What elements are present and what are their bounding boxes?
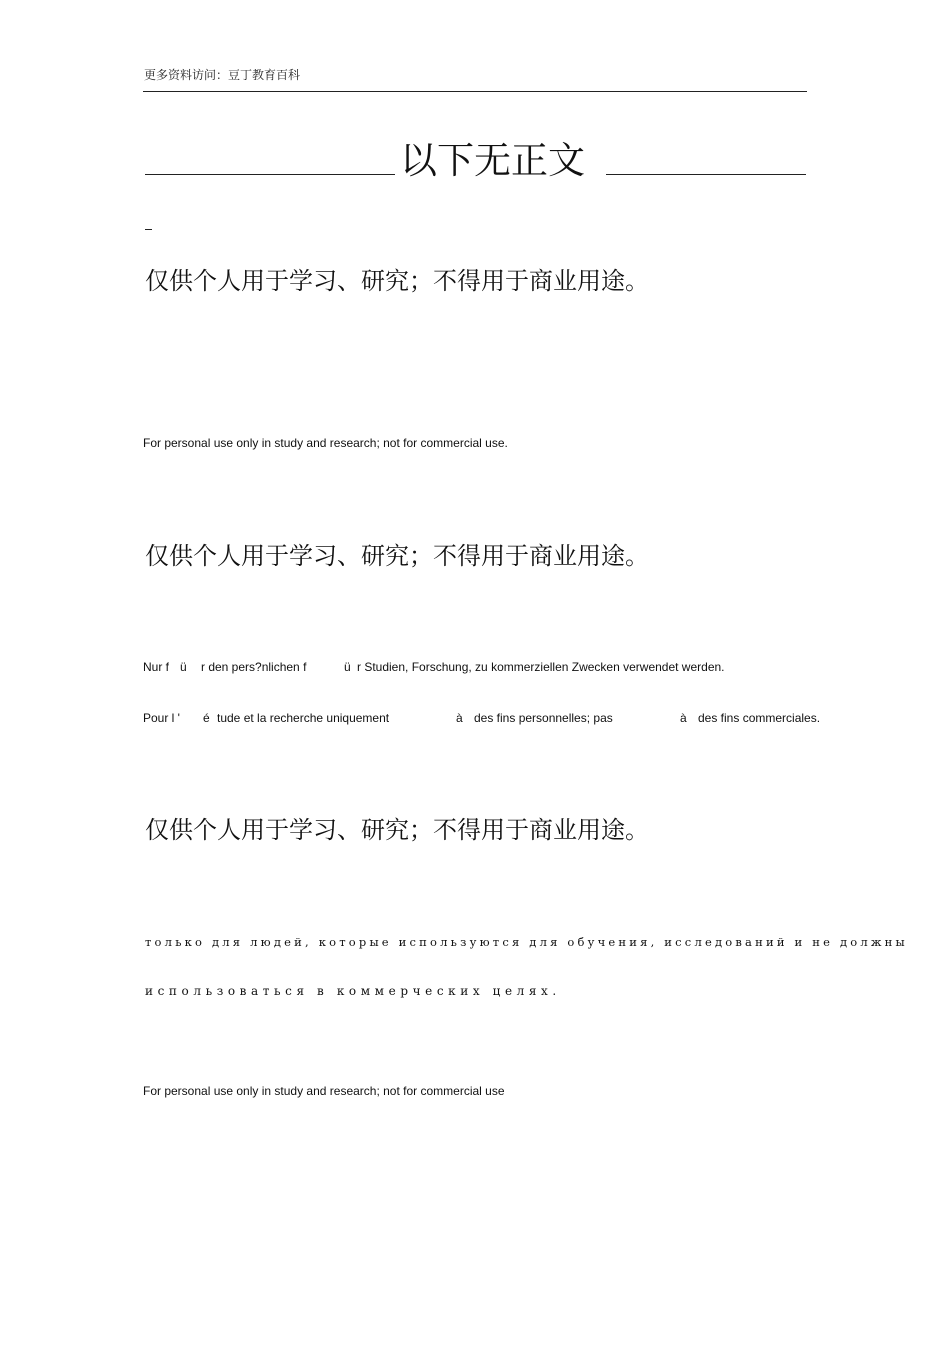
- notice-english-2: For personal use only in study and research; not for commercial use: [143, 1084, 505, 1098]
- french-part-4: à: [456, 711, 463, 725]
- french-part-5: des fins personnelles; pas: [474, 711, 613, 725]
- title-row: [145, 138, 806, 188]
- header-text: 更多资料访问：豆丁教育百科: [144, 68, 301, 82]
- german-part-3: r den pers?nlichen f: [201, 660, 307, 674]
- notice-english-1: For personal use only in study and research; not for commercial use.: [143, 436, 508, 450]
- notice-russian-line-2: использоваться в коммерческих целях.: [145, 984, 561, 998]
- french-part-6: à: [680, 711, 687, 725]
- german-part-1: Nur f: [143, 660, 170, 674]
- german-part-2: ü: [180, 660, 187, 674]
- german-part-4: ü: [344, 660, 351, 674]
- french-part-2: é: [203, 711, 210, 725]
- title-rule-left: [145, 174, 395, 175]
- french-part-3: tude et la recherche uniquement: [217, 711, 390, 725]
- small-dash: [145, 229, 152, 230]
- french-part-1: Pour l ': [143, 711, 180, 725]
- notice-german: [143, 659, 803, 675]
- french-part-7: des fins commerciales.: [698, 711, 821, 725]
- notice-russian-line-1: только для людей, которые используются для обучения, исследований и не должны: [145, 935, 908, 949]
- title-rule-right: [606, 174, 806, 175]
- german-part-5: r Studien, Forschung, zu kommerziellen Zwecken verwendet werden.: [357, 660, 725, 674]
- notice-chinese-3: 仅供个人用于学习、研究；不得用于商业用途。: [145, 816, 649, 844]
- notice-french: [143, 710, 833, 726]
- notice-chinese-1: 仅供个人用于学习、研究；不得用于商业用途。: [145, 267, 649, 295]
- header-divider: [143, 91, 807, 92]
- notice-chinese-2: 仅供个人用于学习、研究；不得用于商业用途。: [145, 542, 649, 570]
- page-title: 以下无正文: [400, 139, 585, 182]
